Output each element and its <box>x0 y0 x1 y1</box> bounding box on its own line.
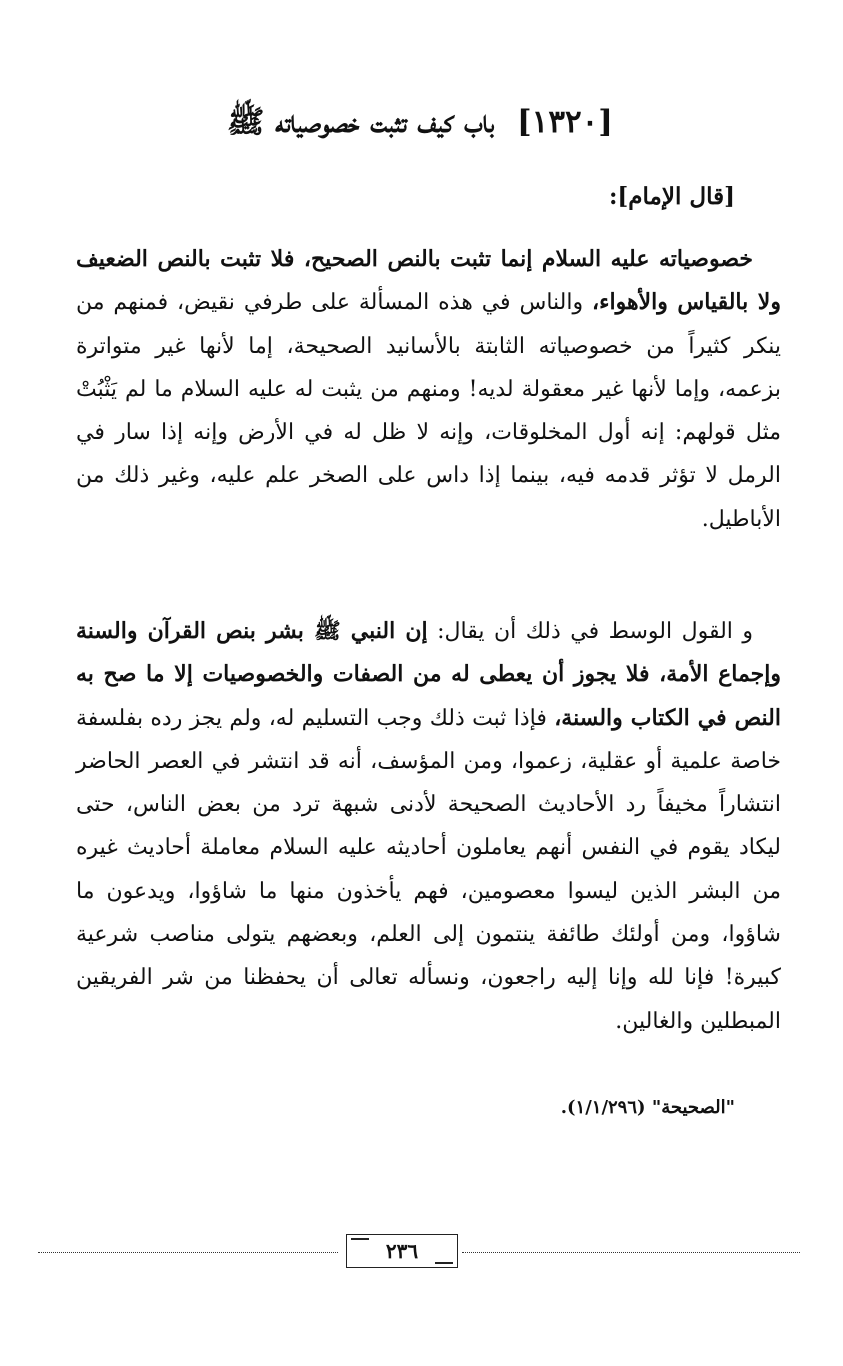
paragraph-2-bold: إن النبي ﷺ بشر بنص القرآن والسنة وإجماع الأمة، فلا يجوز أن يعطى له من الصفات والخصوصيات إلا ما صح به النص في الكتاب والسنة، <box>76 618 781 731</box>
paragraph-1 <box>76 238 781 541</box>
chapter-heading <box>120 100 720 144</box>
page-number-frame <box>346 1234 458 1268</box>
footer-divider-right <box>462 1252 800 1253</box>
paragraph-2-intro: و القول الوسط في ذلك أن يقال: <box>427 619 753 644</box>
paragraph-2 <box>76 610 781 1043</box>
page-number: ٢٣٦ <box>385 1239 419 1263</box>
speaker-label: [قال الإمام]: <box>608 183 735 210</box>
paragraph-2-text: فإذا ثبت ذلك وجب التسليم له، ولم يجز رده بفلسفة خاصة علمية أو عقلية، زعموا، ومن المؤسف، أنه قد انتشر في العصر الحاضر انتشاراً مخيفاً رد الأحاديث الصحيحة لأدنى شبهة ترد من بعض الناس، حتى ليكاد يقوم في النفس أنهم يعاملون أحاديثه عليه السلام معاملة أحاديث غيره من البشر الذين ليسوا معصومين، فهم يأخذون منها ما شاؤوا، ويدعون ما شاؤوا، ومن أولئك طائفة ينتمون إلى العلم، وبعضهم يتولى مناصب شرعية كبيرة! فإنا لله وإنا إليه راجعون، ونسأله تعالى أن يحفظنا من شر الفريقين المبطلين والغالين. <box>76 705 781 1034</box>
chapter-title: باب كيف تثبت خصوصياته ﷺ <box>227 104 495 140</box>
paragraph-1-text: والناس في هذه المسألة على طرفي نقيض، فمنهم من ينكر كثيراً من خصوصياته الثابتة بالأسانيد الصحيحة، إما لأنها غير متواترة بزعمه، وإما لأنها غير معقولة لديه! ومنهم من يثبت له عليه السلام ما لم يَثْبُتْ مثل قولهم: إنه أول المخلوقات، وإنه لا ظل له في الأرض وإنه إذا سار في الرمل لا تؤثر قدمه فيه، بينما إذا داس على الصخر علم عليه، وغير ذلك من الأباطيل. <box>76 290 781 532</box>
paragraph-1-bold: خصوصياته عليه السلام إنما تثبت بالنص الصحيح، فلا تثبت بالنص الضعيف ولا بالقياس والأهواء، <box>76 246 781 316</box>
footer-divider-left <box>38 1252 338 1253</box>
source-citation: "الصحيحة" (١/١/٢٩٦). <box>560 1097 735 1118</box>
chapter-number: [١٣٢٠] <box>517 104 613 140</box>
